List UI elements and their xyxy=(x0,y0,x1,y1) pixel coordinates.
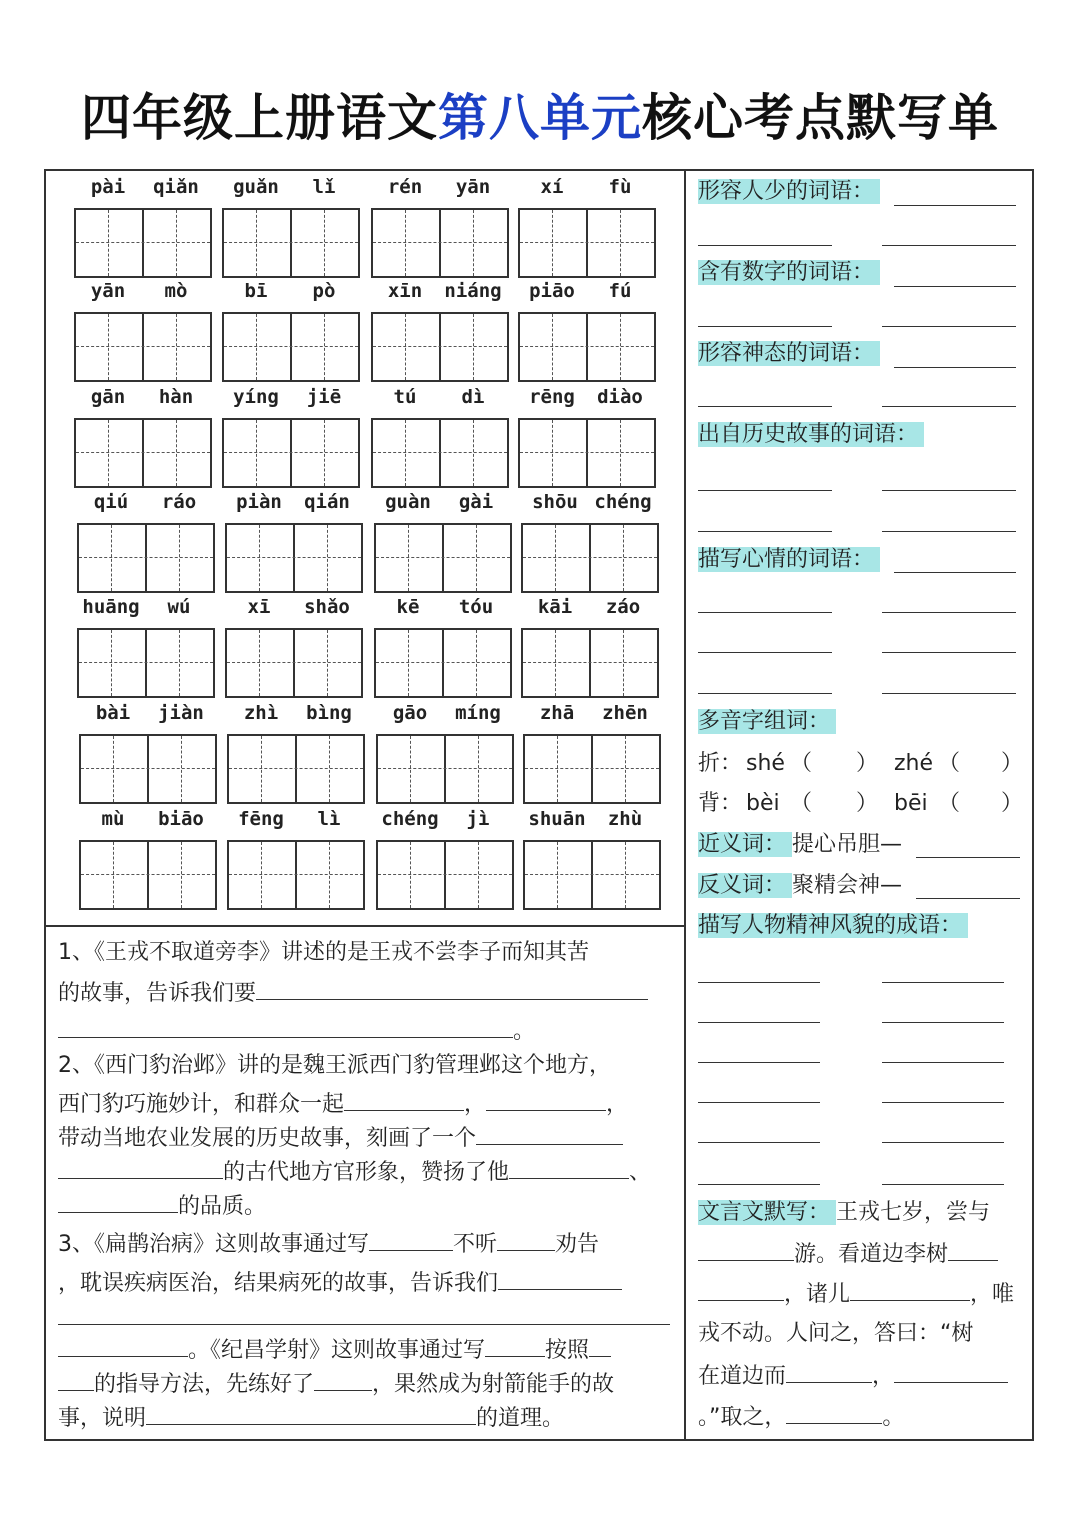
answer-line[interactable] xyxy=(894,367,1016,368)
classical-line6: 。”取之， 。 xyxy=(698,1401,904,1433)
answer-line[interactable] xyxy=(698,1142,820,1143)
answer-line[interactable] xyxy=(882,531,1016,532)
pinyin-label: piāo fú xyxy=(529,280,632,302)
writing-box[interactable] xyxy=(222,208,360,278)
answer-blank[interactable] xyxy=(850,1278,970,1301)
answer-line[interactable] xyxy=(698,693,832,694)
history-label: 出自历史故事的词语： xyxy=(698,420,924,450)
answer-line[interactable] xyxy=(916,857,1020,858)
numbers-label: 含有数字的词语： xyxy=(698,258,880,288)
answer-blank[interactable] xyxy=(146,1402,476,1425)
q3-line4: 。《纪昌学射》这则故事通过写 按照 xyxy=(58,1334,611,1366)
pinyin-label: guàn gài xyxy=(385,491,494,513)
answer-line[interactable] xyxy=(882,326,1016,327)
writing-box[interactable] xyxy=(371,418,509,488)
answer-line[interactable] xyxy=(882,406,1016,407)
pinyin-label: shuān zhù xyxy=(528,808,643,830)
antonym-row: 反义词： 聚精会神— xyxy=(698,873,903,898)
polyphone-zhe: 折： shé （ ） zhé （ ） xyxy=(698,751,1024,776)
pinyin-label: yān mò xyxy=(90,280,188,302)
answer-blank[interactable] xyxy=(58,1190,178,1213)
answer-blank[interactable] xyxy=(894,1360,1008,1383)
answer-line[interactable] xyxy=(894,572,1016,573)
answer-line[interactable] xyxy=(882,612,1016,613)
q2-line1: 2、《西门豹治邺》讲的是魏王派西门豹管理邺这个地方， xyxy=(58,1053,611,1078)
classical-line4: 戎不动。人问之，答曰：“树 xyxy=(698,1321,974,1346)
q1-line3: 。 xyxy=(58,1015,535,1047)
answer-line[interactable] xyxy=(698,531,832,532)
q2-line4: 的古代地方官形象，赞扬了他 、 xyxy=(58,1156,651,1188)
pinyin-label: fēng lì xyxy=(238,808,341,830)
answer-blank[interactable] xyxy=(344,1088,464,1111)
pinyin-label: rēng diào xyxy=(529,386,643,408)
pinyin-label: mù biāo xyxy=(101,808,204,830)
answer-blank[interactable] xyxy=(786,1360,872,1383)
answer-blank[interactable] xyxy=(486,1088,606,1111)
q3-line3 xyxy=(58,1302,670,1334)
column-divider xyxy=(684,169,686,1441)
writing-box[interactable] xyxy=(77,523,215,593)
writing-box[interactable] xyxy=(374,523,512,593)
pinyin-label: zhì bìng xyxy=(243,702,352,724)
few-people-label: 形容人少的词语： xyxy=(698,177,880,207)
answer-blank[interactable] xyxy=(786,1401,882,1424)
pinyin-label: yíng jiē xyxy=(233,386,342,408)
answer-blank[interactable] xyxy=(314,1368,372,1391)
mood-label: 描写心情的词语： xyxy=(698,545,880,575)
pinyin-label: kē tóu xyxy=(396,596,494,618)
answer-blank[interactable] xyxy=(485,1334,545,1357)
writing-box[interactable] xyxy=(523,734,661,804)
q2-line2: 西门豹巧施妙计，和群众一起 ， ， xyxy=(58,1088,628,1120)
answer-line[interactable] xyxy=(882,982,1004,983)
pinyin-label: bī pò xyxy=(244,280,336,302)
pinyin-label: qiú ráo xyxy=(93,491,197,513)
pinyin-label: bài jiàn xyxy=(95,702,204,724)
writing-box[interactable] xyxy=(225,523,363,593)
polyphone-label: 多音字组词： xyxy=(698,707,836,737)
writing-box[interactable] xyxy=(523,840,661,910)
writing-box[interactable] xyxy=(371,312,509,382)
writing-box[interactable] xyxy=(74,208,212,278)
writing-box[interactable] xyxy=(518,312,656,382)
polyphone-bei: 背： bèi （ ） bēi （ ） xyxy=(698,791,1024,816)
section-divider xyxy=(44,925,685,927)
pinyin-label: zhā zhēn xyxy=(539,702,648,724)
answer-line[interactable] xyxy=(698,982,820,983)
q1-line1: 1、《王戎不取道旁李》讲述的是王戎不尝李子而知其苦 xyxy=(58,940,589,965)
pinyin-label: shōu chéng xyxy=(532,491,652,513)
q2-line5: 的品质。 xyxy=(58,1190,266,1222)
answer-line[interactable] xyxy=(698,490,832,491)
q3-line2: ，耽误疾病医治，结果病死的故事，告诉我们 xyxy=(58,1267,622,1299)
answer-blank[interactable] xyxy=(256,977,648,1000)
answer-blank[interactable] xyxy=(58,1302,670,1325)
writing-box[interactable] xyxy=(222,312,360,382)
pinyin-label: tú dì xyxy=(393,386,485,408)
pinyin-label: rén yān xyxy=(387,176,491,198)
classical-line1: 文言文默写： 王戎七岁，尝与 xyxy=(698,1200,991,1225)
pinyin-label: guǎn lǐ xyxy=(233,176,336,198)
pinyin-label: xí fù xyxy=(540,176,632,198)
classical-line5: 在道边而 ， xyxy=(698,1360,1008,1392)
writing-box[interactable] xyxy=(521,628,659,698)
answer-line[interactable] xyxy=(698,1022,820,1023)
pinyin-label: xīn niáng xyxy=(387,280,502,302)
q3-line5: 的指导方法，先练好了 ，果然成为射箭能手的故 xyxy=(58,1368,614,1400)
writing-box[interactable] xyxy=(371,208,509,278)
answer-blank[interactable] xyxy=(498,1267,622,1290)
writing-box[interactable] xyxy=(227,734,365,804)
answer-blank[interactable] xyxy=(58,1015,513,1038)
writing-box[interactable] xyxy=(376,840,514,910)
answer-line[interactable] xyxy=(882,1142,1004,1143)
writing-box[interactable] xyxy=(518,208,656,278)
classical-line3: ，诸儿 ，唯 xyxy=(698,1278,1014,1310)
pinyin-label: chéng jì xyxy=(381,808,490,830)
answer-blank[interactable] xyxy=(476,1122,623,1145)
q3-line6: 事，说明 的道理。 xyxy=(58,1402,564,1434)
answer-blank[interactable] xyxy=(698,1238,794,1261)
answer-blank[interactable] xyxy=(948,1238,998,1261)
answer-line[interactable] xyxy=(698,612,832,613)
answer-blank[interactable] xyxy=(589,1334,611,1357)
pinyin-label: gāo míng xyxy=(392,702,501,724)
answer-line[interactable] xyxy=(698,326,832,327)
spirit-label: 描写人物精神风貌的成语： xyxy=(698,911,968,941)
answer-line[interactable] xyxy=(882,693,1016,694)
q2-line3: 带动当地农业发展的历史故事，刻画了一个 xyxy=(58,1122,623,1154)
pinyin-label: kāi záo xyxy=(537,596,641,618)
answer-blank[interactable] xyxy=(497,1228,555,1251)
writing-box[interactable] xyxy=(227,840,365,910)
answer-line[interactable] xyxy=(882,1022,1004,1023)
pinyin-label: xī shǎo xyxy=(247,596,350,618)
pinyin-label: huāng wú xyxy=(82,596,191,618)
writing-box[interactable] xyxy=(518,418,656,488)
answer-blank[interactable] xyxy=(58,1334,188,1357)
answer-line[interactable] xyxy=(698,652,832,653)
q3-line1: 3、《扁鹊治病》这则故事通过写 不听 劝告 xyxy=(58,1228,599,1260)
answer-line[interactable] xyxy=(698,1102,820,1103)
answer-blank[interactable] xyxy=(698,1278,784,1301)
answer-line[interactable] xyxy=(882,245,1016,246)
writing-box[interactable] xyxy=(77,628,215,698)
answer-blank[interactable] xyxy=(509,1156,629,1179)
writing-box[interactable] xyxy=(74,418,212,488)
writing-box[interactable] xyxy=(79,734,217,804)
q1-line2: 的故事，告诉我们要 xyxy=(58,977,648,1009)
answer-line[interactable] xyxy=(894,205,1016,206)
writing-box[interactable] xyxy=(74,312,212,382)
answer-blank[interactable] xyxy=(58,1156,223,1179)
answer-line[interactable] xyxy=(882,1062,1004,1063)
writing-box[interactable] xyxy=(376,734,514,804)
pinyin-label: gān hàn xyxy=(90,386,194,408)
pinyin-label: pài qiǎn xyxy=(90,176,199,198)
page-title: 四年级上册语文第八单元核心考点默写单 xyxy=(81,89,999,147)
answer-line[interactable] xyxy=(916,898,1020,899)
answer-line[interactable] xyxy=(698,1062,820,1063)
classical-line2: 游。看道边李树 xyxy=(698,1238,998,1270)
answer-line[interactable] xyxy=(882,652,1016,653)
answer-line[interactable] xyxy=(882,1102,1004,1103)
answer-blank[interactable] xyxy=(369,1228,453,1251)
pinyin-label: piàn qián xyxy=(236,491,350,513)
writing-box[interactable] xyxy=(521,523,659,593)
answer-line[interactable] xyxy=(698,406,832,407)
answer-line[interactable] xyxy=(698,245,832,246)
expression-label: 形容神态的词语： xyxy=(698,339,880,369)
answer-blank[interactable] xyxy=(58,1368,94,1391)
writing-box[interactable] xyxy=(225,628,363,698)
answer-line[interactable] xyxy=(698,1184,820,1185)
writing-box[interactable] xyxy=(374,628,512,698)
answer-line[interactable] xyxy=(894,286,1016,287)
synonym-row: 近义词： 提心吊胆— xyxy=(698,832,903,857)
answer-line[interactable] xyxy=(882,1184,1004,1185)
answer-line[interactable] xyxy=(882,490,1016,491)
writing-box[interactable] xyxy=(222,418,360,488)
writing-box[interactable] xyxy=(79,840,217,910)
